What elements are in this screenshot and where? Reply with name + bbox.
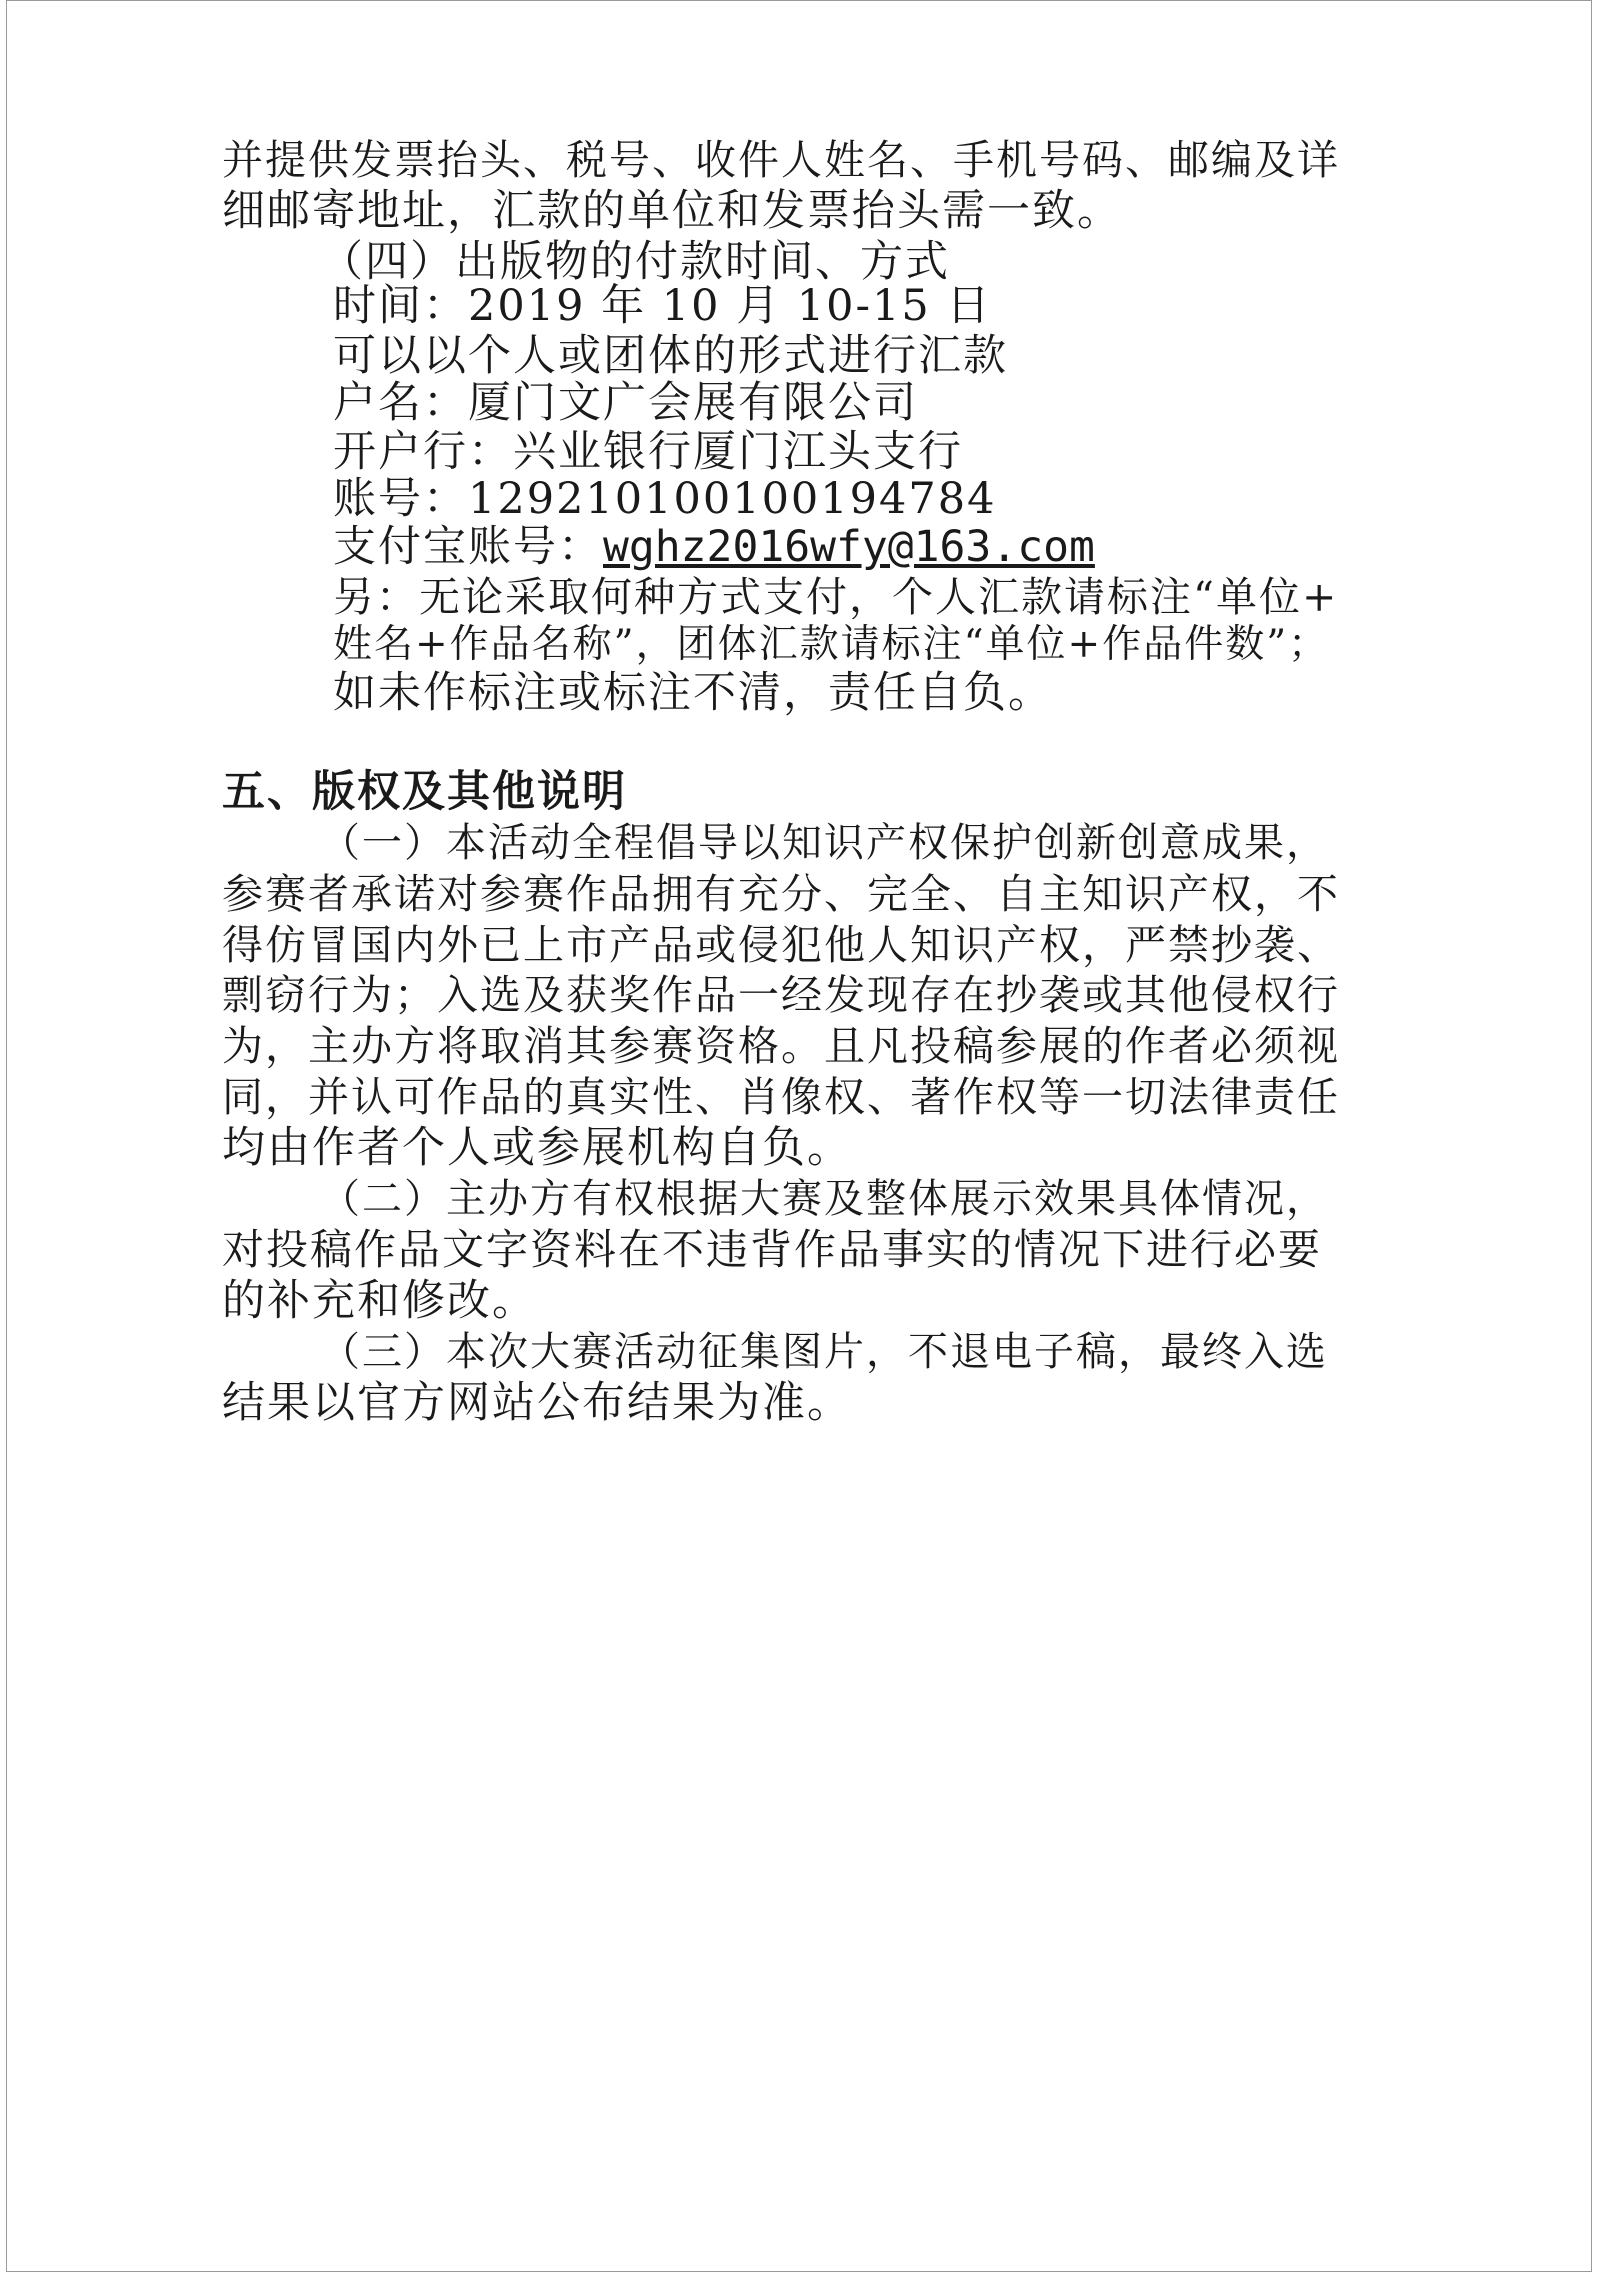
- paragraph-line: （三）本次大赛活动征集图片，不退电子稿，最终入选: [320, 1329, 1328, 1375]
- payment-bank: 开户行：兴业银行厦门江头支行: [333, 427, 963, 477]
- paragraph-line: 得仿冒国内外已上市产品或侵犯他人知识产权，严禁抄袭、: [222, 921, 1340, 969]
- payment-time: 时间：2019 年 10 月 10-15 日: [333, 281, 992, 331]
- paragraph-line: 并提供发票抬头、税号、收件人姓名、手机号码、邮编及详: [222, 136, 1340, 184]
- alipay-label: 支付宝账号：: [333, 522, 603, 572]
- paragraph-line: （二）主办方有权根据大赛及整体展示效果具体情况，: [320, 1176, 1328, 1222]
- paragraph-line: 同，并认可作品的真实性、肖像权、著作权等一切法律责任: [222, 1073, 1340, 1121]
- payment-note-line: 姓名+作品名称”，团体汇款请标注“单位+作品件数”；: [333, 622, 1330, 667]
- payment-alipay: [333, 522, 1095, 572]
- paragraph-line: 剽窃行为；入选及获奖作品一经发现存在抄袭或其他侵权行: [222, 971, 1340, 1019]
- paragraph-line: 细邮寄地址，汇款的单位和发票抬头需一致。: [222, 186, 1122, 236]
- paragraph-line: 的补充和修改。: [222, 1276, 537, 1326]
- paragraph-line: 均由作者个人或参展机构自负。: [222, 1123, 852, 1173]
- payment-remit-note: 可以以个人或团体的形式进行汇款: [333, 331, 1008, 381]
- section-heading: 五、版权及其他说明: [222, 767, 627, 817]
- payment-account-name: 户名：厦门文广会展有限公司: [333, 378, 918, 428]
- paragraph-line: （一）本活动全程倡导以知识产权保护创新创意成果，: [320, 820, 1328, 866]
- paragraph-line: 结果以官方网站公布结果为准。: [222, 1378, 852, 1428]
- payment-account-number: 账号：129210100100194784: [333, 474, 997, 524]
- paragraph-line: 为，主办方将取消其参赛资格。且凡投稿参展的作者必须视: [222, 1022, 1340, 1070]
- payment-title: （四）出版物的付款时间、方式: [320, 237, 950, 287]
- paragraph-line: 对投稿作品文字资料在不违背作品事实的情况下进行必要: [222, 1225, 1323, 1274]
- payment-note-line: 如未作标注或标注不清，责任自负。: [333, 668, 1053, 718]
- alipay-email-link[interactable]: wghz2016wfy@163.com: [603, 522, 1095, 572]
- payment-note-line: 另：无论采取何种方式支付，个人汇款请标注“单位+: [333, 573, 1339, 621]
- paragraph-line: 参赛者承诺对参赛作品拥有充分、完全、自主知识产权，不: [222, 870, 1340, 918]
